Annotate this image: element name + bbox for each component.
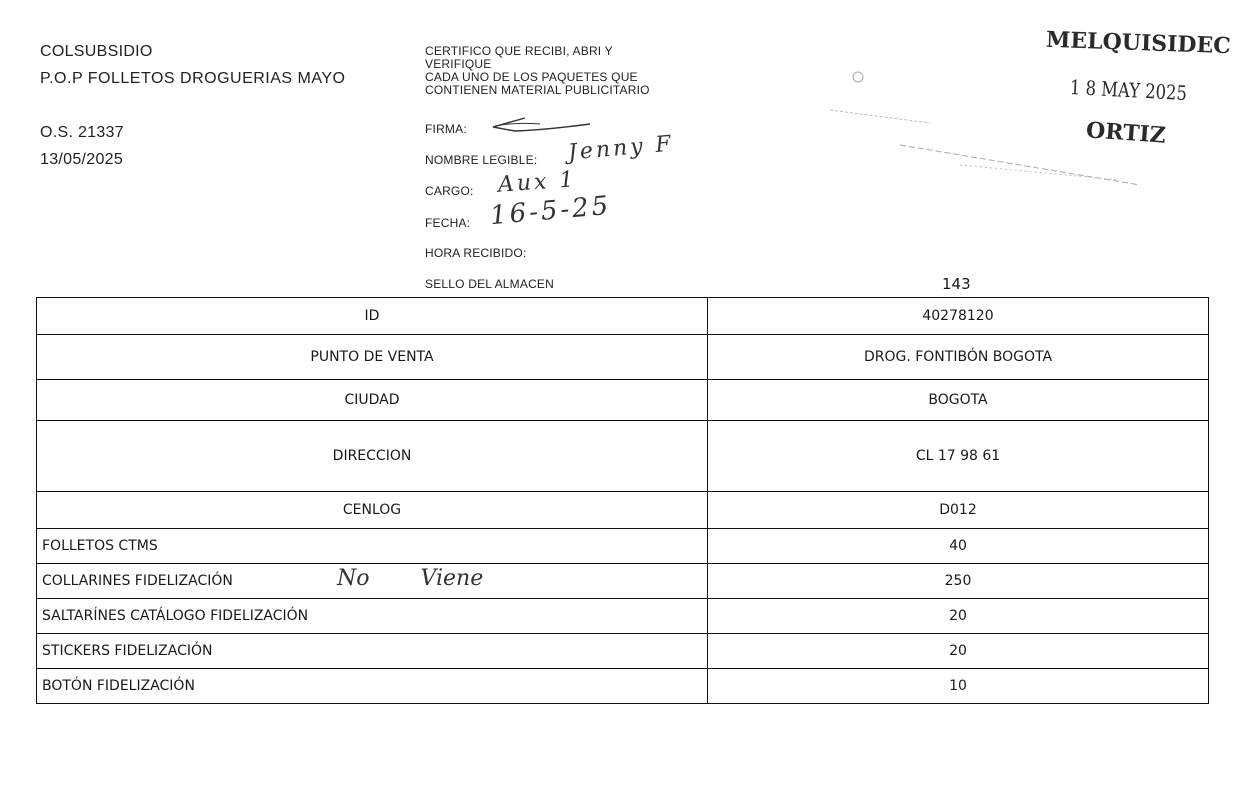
item-qty: 20 [708, 634, 1209, 669]
table-row [37, 335, 1209, 380]
page-number: 143 [942, 275, 971, 293]
certification-line: CERTIFICO QUE RECIBI, ABRI Y [425, 44, 613, 58]
address-label: DIRECCION [37, 421, 708, 492]
store-stamp-label: SELLO DEL ALMACEN [425, 277, 555, 291]
item-name: SALTARÍNES CATÁLOGO FIDELIZACIÓN [37, 599, 708, 634]
cenlog-value: D012 [708, 492, 1209, 529]
name-value: Jenny F [567, 131, 675, 166]
point-of-sale-value: DROG. FONTIBÓN BOGOTA [708, 335, 1209, 380]
name-label: NOMBRE LEGIBLE: [425, 153, 538, 167]
table-row [37, 669, 1209, 704]
table-row [37, 529, 1209, 564]
handwritten-signature [485, 112, 595, 138]
cenlog-label: CENLOG [37, 492, 708, 529]
table-row [37, 298, 1209, 335]
document-date: 13/05/2025 [40, 151, 124, 168]
company-name: COLSUBSIDIO [40, 43, 153, 60]
item-name: FOLLETOS CTMS [37, 529, 708, 564]
stamp-date: 1 8 MAY 2025 [1069, 75, 1188, 106]
table-row [37, 599, 1209, 634]
id-label: ID [37, 298, 708, 335]
item-qty: 10 [708, 669, 1209, 704]
position-label: CARGO: [425, 184, 474, 198]
date-value: 16-5-25 [488, 190, 613, 232]
item-qty: 250 [708, 564, 1209, 599]
item-name: COLLARINES FIDELIZACIÓN [42, 573, 233, 589]
table-row [37, 564, 1209, 599]
certification-line: CONTIENEN MATERIAL PUBLICITARIO [425, 83, 650, 97]
item-name: BOTÓN FIDELIZACIÓN [37, 669, 708, 704]
stamp-surname: ORTIZ [1085, 117, 1167, 149]
city-label: CIUDAD [37, 380, 708, 421]
id-value: 40278120 [708, 298, 1209, 335]
table-row [37, 380, 1209, 421]
address-value: CL 17 98 61 [708, 421, 1209, 492]
campaign-title: P.O.P FOLLETOS DROGUERIAS MAYO [40, 70, 346, 87]
handwritten-note: No Viene [337, 566, 484, 591]
city-value: BOGOTA [708, 380, 1209, 421]
stamp-name: MELQUISIDEC [1045, 26, 1232, 60]
order-number: O.S. 21337 [40, 124, 124, 141]
certification-line: VERIFIQUE [425, 57, 492, 71]
item-name: STICKERS FIDELIZACIÓN [37, 634, 708, 669]
table-row [37, 492, 1209, 529]
certification-line: CADA UNO DE LOS PAQUETES QUE [425, 70, 638, 84]
store-delivery-table [36, 297, 1209, 704]
date-label: FECHA: [425, 216, 471, 230]
position-value: Aux 1 [497, 167, 578, 198]
item-name-cell [37, 564, 708, 599]
signature-label: FIRMA: [425, 122, 467, 136]
item-qty: 20 [708, 599, 1209, 634]
point-of-sale-label: PUNTO DE VENTA [37, 335, 708, 380]
received-time-label: HORA RECIBIDO: [425, 246, 527, 260]
table-row [37, 634, 1209, 669]
item-qty: 40 [708, 529, 1209, 564]
table-row [37, 421, 1209, 492]
certification-text [425, 45, 650, 97]
